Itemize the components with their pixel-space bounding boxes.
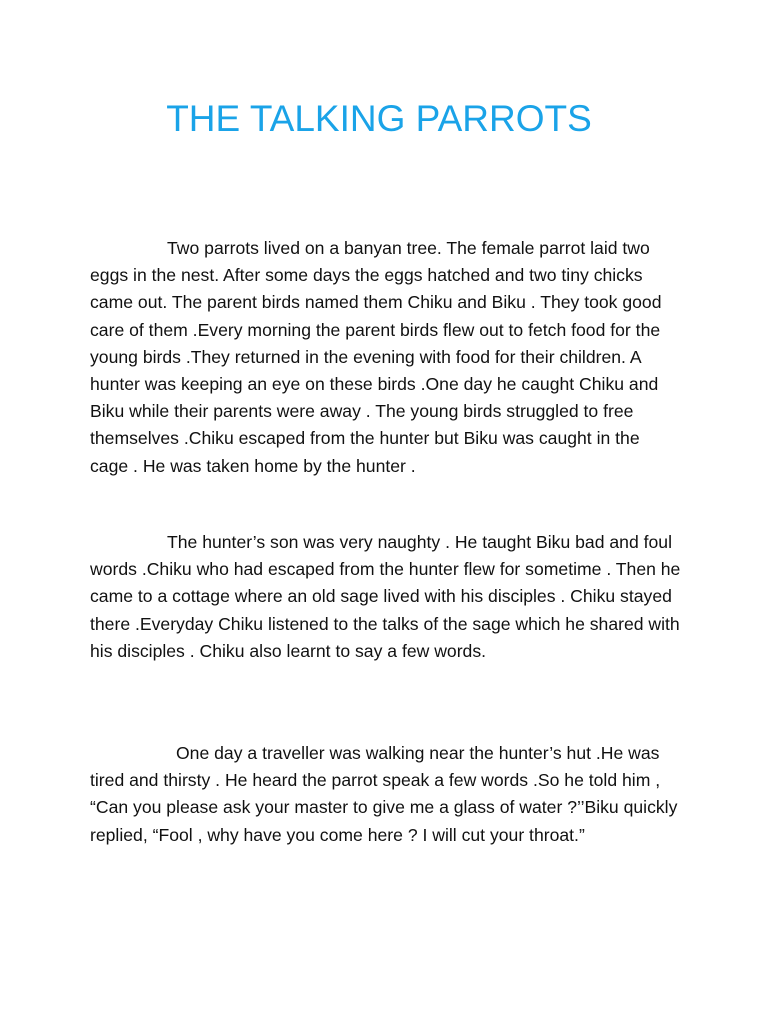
paragraph-3-text: One day a traveller was walking near the hunter’s hut .He was tired and thirsty . He heard the parrot speak a few words .So he told him , “Can you please ask your master to give me a glass of water ?’’Biku quickly replied, “Fool , why have you come here ? I will cut your throat.” <box>90 743 678 845</box>
paragraph-1 <box>90 235 682 480</box>
document-title: THE TALKING PARROTS <box>166 98 592 139</box>
paragraph-2-text: The hunter’s son was very naughty . He taught Biku bad and foul words .Chiku who had escaped from the hunter flew for sometime . Then he came to a cottage where an old sage lived with his disciples . Chiku stayed there .Everyday Chiku listened to the talks of the sage which he shared with his disciples . Chiku also learnt to say a few words. <box>90 532 681 661</box>
paragraph-2 <box>90 529 682 665</box>
paragraph-3 <box>90 740 682 849</box>
paragraph-1-text: Two parrots lived on a banyan tree. The female parrot laid two eggs in the nest. After some days the eggs hatched and two tiny chicks came out. The parent birds named them Chiku and Biku . They took good care of them .Every morning the parent birds flew out to fetch food for the young birds .They returned in the evening with food for their children. A hunter was keeping an eye on these birds .One day he caught Chiku and Biku while their parents were away . The young birds struggled to free themselves .Chiku escaped from the hunter but Biku was caught in the cage . He was taken home by the hunter . <box>90 238 662 476</box>
